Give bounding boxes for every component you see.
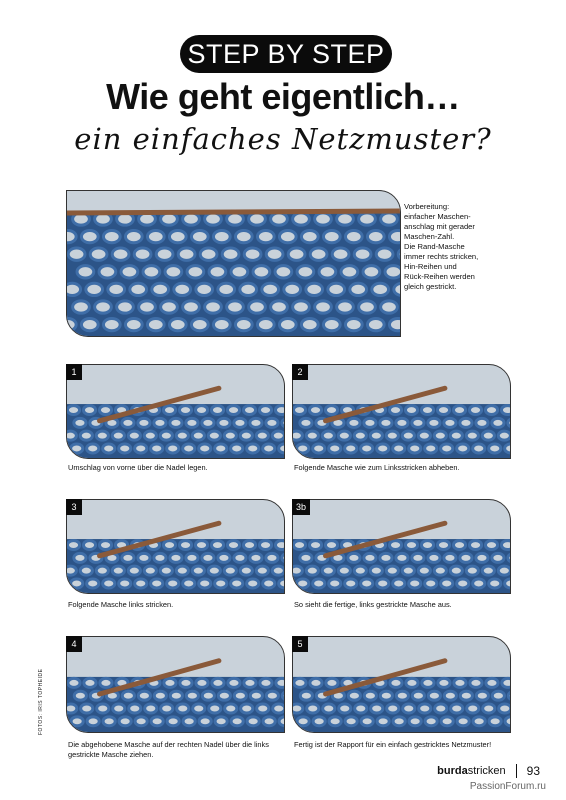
- photo-credit: FOTOS: IRIS TOPHEIDE: [38, 668, 44, 735]
- watermark: PassionForum.ru: [469, 781, 546, 792]
- step-5-number: 5: [292, 636, 308, 652]
- step-1-caption: Umschlag von vorne über die Nadel legen.: [68, 463, 208, 472]
- step-3b-caption: So sieht die fertige, links gestrickte Masche aus.: [294, 600, 452, 609]
- step-4-photo: [66, 636, 285, 733]
- step-2-number: 2: [292, 364, 308, 380]
- footer-brand-light: stricken: [467, 765, 506, 777]
- page-footer: [437, 764, 540, 778]
- step-1-photo: [66, 364, 285, 459]
- step-3-number: 3: [66, 499, 82, 515]
- page-number: 93: [526, 764, 540, 778]
- step-5-photo: [292, 636, 511, 733]
- step-3-photo: [66, 499, 285, 594]
- step-1-number: 1: [66, 364, 82, 380]
- page-title: Wie geht eigentlich…: [106, 76, 460, 117]
- step-2-photo: [292, 364, 511, 459]
- footer-brand-bold: burda: [437, 765, 468, 777]
- step-by-step-tag: STEP BY STEP: [180, 35, 392, 73]
- intro-text: Vorbereitung: einfacher Maschen- anschlag mit gerader Maschen-Zahl. Die Rand-Masche immer rechts stricken, Hin-Reihen und Rück-Reihen werden gleich gestrickt.: [404, 202, 479, 291]
- footer-divider: [516, 764, 517, 778]
- step-4-caption: Die abgehobene Masche auf der rechten Nadel über die links gestrickte Masche ziehen.: [68, 740, 269, 759]
- main-knit-photo: [66, 190, 401, 337]
- step-4-number: 4: [66, 636, 82, 652]
- step-3b-number: 3b: [292, 499, 310, 515]
- step-2-caption: Folgende Masche wie zum Linksstricken abheben.: [294, 463, 460, 472]
- step-5-caption: Fertig ist der Rapport für ein einfach gestricktes Netzmuster!: [294, 740, 492, 749]
- step-3-caption: Folgende Masche links stricken.: [68, 600, 174, 609]
- page-subtitle: ein einfaches Netzmuster?: [74, 122, 492, 156]
- step-3b-photo: [292, 499, 511, 594]
